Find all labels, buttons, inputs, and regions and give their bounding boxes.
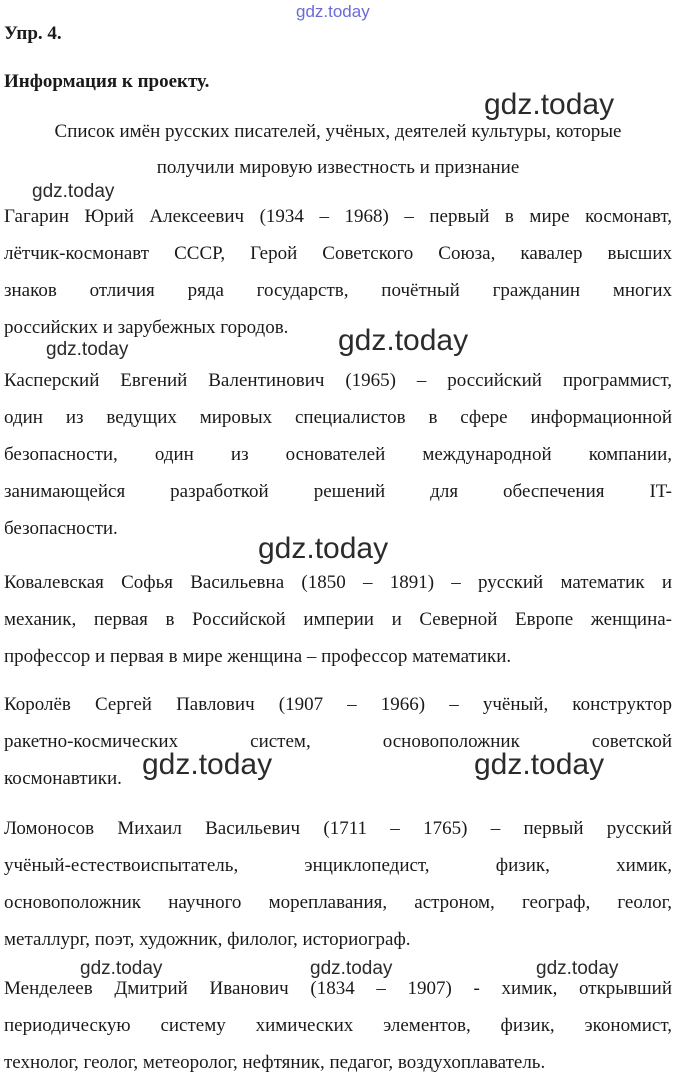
list-title-line-1: Список имён русских писателей, учёных, деятелей культуры, которые: [54, 121, 622, 142]
watermark: gdz.today: [484, 88, 615, 121]
entry-kaspersky: [4, 362, 672, 547]
watermark: gdz.today: [338, 324, 469, 357]
entry-line: ракетно-космических систем, основоположник советской: [4, 731, 672, 752]
entry-line: Гагарин Юрий Алексеевич (1934 – 1968) – первый в мире космонавт,: [4, 206, 672, 227]
watermark: gdz.today: [536, 958, 619, 979]
entry-line: металлург, поэт, художник, филолог, историограф.: [4, 929, 411, 950]
entry-mendeleev: [4, 970, 672, 1081]
entry-gagarin: [4, 198, 672, 346]
entry-line: космонавтики.: [4, 768, 122, 789]
exercise-title: Упр. 4.: [4, 23, 62, 44]
entry-line: Ломоносов Михаил Васильевич (1711 – 1765) – первый русский: [4, 818, 672, 839]
watermark: gdz.today: [474, 748, 605, 781]
entry-line: занимающейся разработкой решений для обеспечения IT-: [4, 481, 672, 502]
entry-kovalevskaya: [4, 564, 672, 675]
entry-line: периодическую систему химических элементов, физик, экономист,: [4, 1015, 672, 1036]
entry-line: профессор и первая в мире женщина – профессор математики.: [4, 646, 512, 667]
entry-line: российских и зарубежных городов.: [4, 317, 289, 338]
watermark: gdz.today: [142, 748, 273, 781]
entry-line: безопасности.: [4, 518, 118, 539]
entry-line: Касперский Евгений Валентинович (1965) – российский программист,: [4, 370, 672, 391]
watermark: gdz.today: [310, 958, 393, 979]
watermark: gdz.today: [46, 339, 129, 360]
entry-line: Ковалевская Софья Васильевна (1850 – 1891) – русский математик и: [4, 572, 672, 593]
entry-line: Менделеев Дмитрий Иванович (1834 – 1907) - химик, открывший: [4, 978, 672, 999]
entry-lomonosov: [4, 810, 672, 958]
entry-line: основоположник научного мореплавания, астроном, географ, геолог,: [4, 892, 672, 913]
entry-line: один из ведущих мировых специалистов в сфере информационной: [4, 407, 672, 428]
section-title: Информация к проекту.: [4, 71, 210, 92]
entry-line: лётчик-космонавт СССР, Герой Советского Союза, кавалер высших: [4, 243, 672, 264]
entry-line: безопасности, один из основателей международной компании,: [4, 444, 672, 465]
list-title-line-2: получили мировую известность и признание: [156, 157, 520, 178]
watermark: gdz.today: [32, 181, 115, 202]
entry-line: Королёв Сергей Павлович (1907 – 1966) – учёный, конструктор: [4, 694, 672, 715]
watermark: gdz.today: [80, 958, 163, 979]
entry-korolev: [4, 686, 672, 797]
entry-line: механик, первая в Российской империи и Северной Европе женщина-: [4, 609, 672, 630]
watermark: gdz.today: [296, 2, 370, 21]
entry-line: технолог, геолог, метеоролог, нефтяник, педагог, воздухоплаватель.: [4, 1052, 546, 1073]
entry-line: знаков отличия ряда государств, почётный гражданин многих: [4, 280, 672, 301]
watermark: gdz.today: [258, 532, 389, 565]
entry-line: учёный-естествоиспытатель, энциклопедист, физик, химик,: [4, 855, 672, 876]
